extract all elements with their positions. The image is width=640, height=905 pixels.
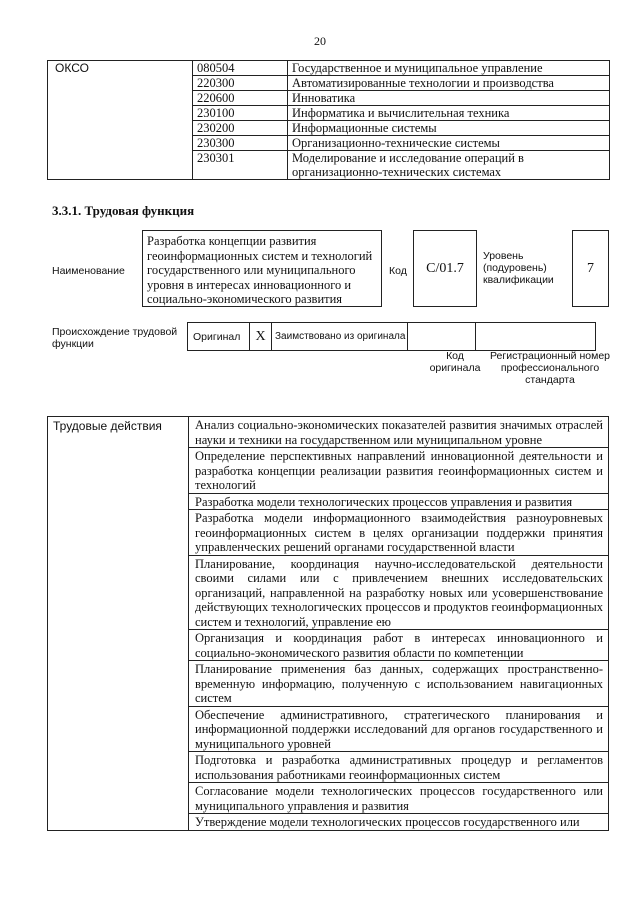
labor-action-item: Планирование, координация научно-исследовательской деятельности своими силами или с привлечением внешних исследовательских организаций, направленной на разработку новых или усовершенствование действующих технологических процессов и продуктов геоинформационных систем и технологий, управление ею	[189, 555, 609, 630]
okso-table	[47, 60, 610, 180]
labor-actions-body	[48, 417, 609, 831]
function-code-value: С/01.7	[413, 230, 477, 307]
okso-code: 230100	[193, 106, 288, 121]
qualification-level-label: Уровень (подуровень) квалификации	[483, 250, 554, 286]
okso-name: Моделирование и исследование операций в организационно-технических системах	[288, 151, 610, 180]
function-code-label: Код	[389, 265, 407, 277]
code-original-cell	[408, 323, 476, 351]
okso-row	[48, 61, 610, 76]
qualification-level-value: 7	[572, 230, 609, 307]
labor-actions-table	[47, 416, 609, 831]
function-name-label: Наименование	[52, 265, 125, 277]
labor-action-item: Планирование применения баз данных, содержащих пространственно-временную информацию, полученную с использованием навигационных систем	[189, 661, 609, 707]
labor-action-item: Согласование модели технологических процессов государственного или муниципального управления и развития	[189, 783, 609, 814]
okso-name: Инноватика	[288, 91, 610, 106]
okso-code: 230200	[193, 121, 288, 136]
okso-code: 220600	[193, 91, 288, 106]
okso-code: 080504	[193, 61, 288, 76]
borrowed-label: Заимствовано из оригинала	[272, 323, 408, 351]
okso-code: 230300	[193, 136, 288, 151]
okso-code: 230301	[193, 151, 288, 180]
okso-label: ОКСО	[48, 61, 193, 180]
reg-number-cell	[476, 323, 596, 351]
reg-number-label: Регистрационный номер профессионального стандарта	[490, 350, 610, 386]
original-mark: X	[250, 323, 272, 351]
okso-name: Информатика и вычислительная техника	[288, 106, 610, 121]
labor-action-item: Анализ социально-экономических показателей развития значимых отраслей науки и техники на государственном или муниципальном уровне	[189, 417, 609, 448]
okso-name: Организационно-технические системы	[288, 136, 610, 151]
labor-action-item: Разработка модели информационного взаимодействия разноуровневых геоинформационных систем в целях организации поддержки принятия управленческих решений органами государственной власти	[189, 510, 609, 556]
labor-action-item: Разработка модели технологических процессов управления и развития	[189, 493, 609, 510]
code-original-label: Код оригинала	[429, 350, 481, 374]
labor-action-item: Организация и координация работ в интересах инновационного и социально-экономического развития области по компетенции	[189, 630, 609, 661]
labor-action-row	[48, 417, 609, 448]
okso-name: Автоматизированные технологии и производства	[288, 76, 610, 91]
original-label: Оригинал	[188, 323, 250, 351]
labor-actions-label: Трудовые действия	[48, 417, 189, 831]
labor-action-item: Обеспечение административного, стратегического планирования и информационной поддержки исследований для органов государственного и муниципального уровней	[189, 706, 609, 752]
okso-name: Информационные системы	[288, 121, 610, 136]
origin-label: Происхождение трудовой функции	[52, 326, 178, 350]
okso-code: 220300	[193, 76, 288, 91]
okso-name: Государственное и муниципальное управление	[288, 61, 610, 76]
section-title: 3.3.1. Трудовая функция	[52, 203, 195, 218]
page-number: 20	[314, 34, 326, 48]
labor-action-item: Подготовка и разработка административных процедур и регламентов использования работниками геоинформационных систем	[189, 752, 609, 783]
labor-action-item: Определение перспективных направлений инновационной деятельности и разработка концепции реализации развития геоинформационных систем и технологий	[189, 448, 609, 494]
function-name-value: Разработка концепции развития геоинформационных систем и технологий государственного или муниципального уровня в интересах инновационного и социально-экономического развития	[142, 230, 382, 307]
origin-table	[187, 322, 596, 351]
labor-action-item: Утверждение модели технологических процессов государственного или	[189, 814, 609, 831]
okso-table-body	[48, 61, 610, 180]
